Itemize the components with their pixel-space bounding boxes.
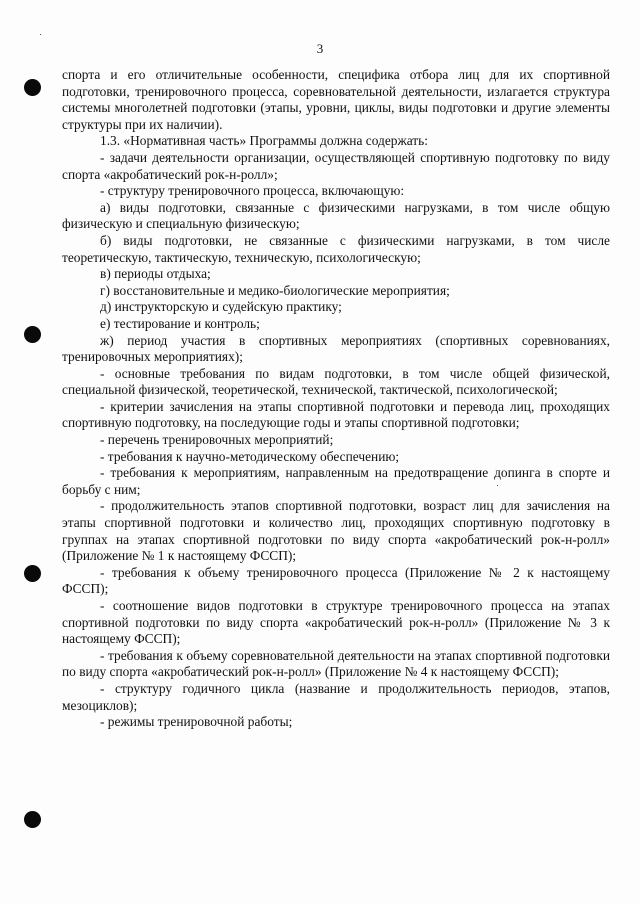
paragraph: - основные требования по видам подготовки, в том числе общей физической, специальной физической, теоретической, технической, тактической, психологической; — [62, 365, 610, 398]
paragraph: - требования к объему тренировочного процесса (Приложение № 2 к настоящему ФССП); — [62, 564, 610, 597]
paragraph: - структуру тренировочного процесса, включающую: — [100, 183, 405, 199]
paragraph: - требования к научно-методическому обеспечению; — [100, 448, 400, 464]
paragraph: - продолжительность этапов спортивной подготовки, возраст лиц для зачисления на этапы спортивной подготовки и количество лиц, проходящих спортивную подготовку в группах на этапах спортивной подготовки по виду спорта «акробатический рок-н-ролл» (Приложение № 1 к настоящему ФССП); — [62, 498, 610, 564]
punch-hole — [24, 811, 41, 828]
page-number: 3 — [316, 41, 324, 56]
paragraph: а) виды подготовки, связанные с физическими нагрузками, в том числе общую физическую и специальную физическую; — [62, 199, 610, 232]
paragraph: е) тестирование и контроль; — [100, 315, 260, 331]
punch-hole — [24, 565, 41, 582]
paragraph: - перечень тренировочных мероприятий; — [100, 432, 334, 448]
paragraph: - режимы тренировочной работы; — [100, 714, 293, 730]
paragraph: 1.3. «Нормативная часть» Программы должна содержать: — [100, 133, 428, 149]
paragraph: г) восстановительные и медико-биологические мероприятия; — [100, 282, 450, 298]
punch-hole — [24, 326, 41, 343]
paragraph: спорта и его отличительные особенности, специфика отбора лиц для их спортивной подготовки, тренировочного процесса, соревновательной деятельности, излагается структура системы многолетней подготовки (этапы, уровни, циклы, виды подготовки и другие элементы структуры при их наличии). — [62, 67, 610, 132]
paragraph: - критерии зачисления на этапы спортивной подготовки и перевода лиц, проходящих спортивную подготовку, на последующие годы и этапы спортивной подготовки; — [62, 398, 610, 431]
scan-speck — [40, 34, 41, 35]
paragraph: - требования к мероприятиям, направленным на предотвращение допинга в спорте и борьбу с ним; — [62, 465, 610, 497]
paragraph: - структуру годичного цикла (название и продолжительность периодов, этапов, мезоциклов); — [62, 680, 610, 713]
paragraph: - соотношение видов подготовки в структуре тренировочного процесса на этапах спортивной подготовки по виду спорта «акробатический рок-н-ролл» (Приложение № 3 к настоящему ФССП); — [62, 598, 610, 647]
paragraph: б) виды подготовки, не связанные с физическими нагрузками, в том числе теоретическую, тактическую, техническую, психологическую; — [62, 232, 610, 265]
paragraph: д) инструкторскую и судейскую практику; — [100, 299, 342, 315]
paragraph: ж) период участия в спортивных мероприятиях (спортивных соревнованиях, тренировочных мероприятиях); — [62, 332, 610, 365]
paragraph: - задачи деятельности организации, осуществляющей спортивную подготовку по виду спорта «акробатический рок-н-ролл»; — [62, 149, 610, 182]
document-body — [62, 67, 610, 731]
punch-hole — [24, 79, 41, 96]
paragraph: в) периоды отдыха; — [100, 266, 211, 282]
paragraph: - требования к объему соревновательной деятельности на этапах спортивной подготовки по виду спорта «акробатический рок-н-ролл» (Приложение № 4 к настоящему ФССП); — [62, 647, 610, 680]
